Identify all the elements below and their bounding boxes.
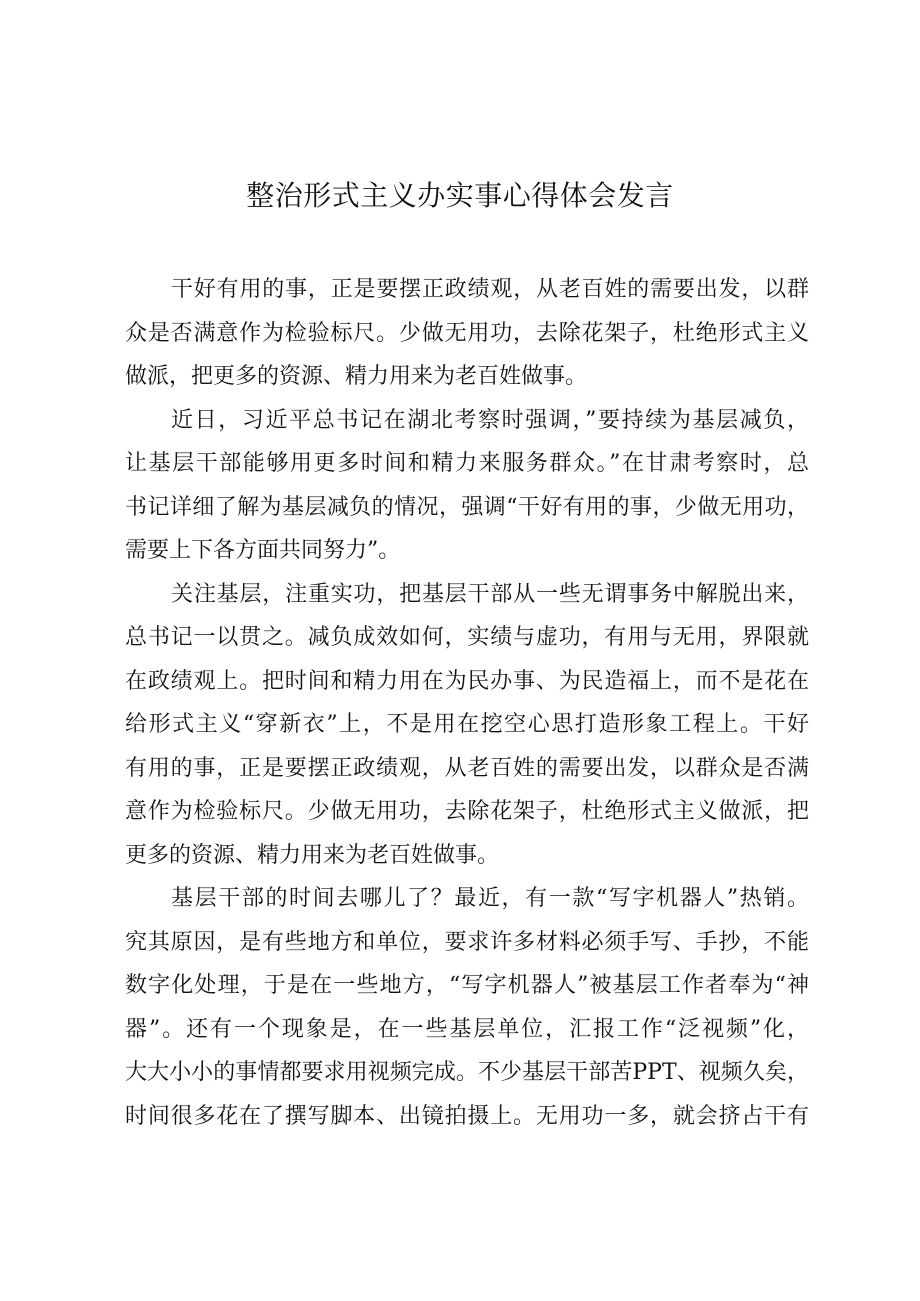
paragraph-line: 给形式主义“穿新衣”上，不是用在挖空心思打造形象工程上。干好 — [125, 712, 809, 737]
paragraph-line: 数字化处理，于是在一些地方，“写字机器人”被基层工作者奉为“神 — [125, 973, 809, 998]
paragraph-line: 在政绩观上。把时间和精力用在为民办事、为民造福上，而不是花在 — [125, 668, 809, 694]
paragraph-3 — [125, 573, 809, 878]
paragraph-line: 究其原因，是有些地方和单位，要求许多材料必须手写、手抄，不能 — [125, 929, 809, 955]
paragraph-line: 总书记一以贯之。减负成效如何，实绩与虚功，有用与无用，界限就 — [125, 625, 809, 650]
paragraph-line: 基层干部的时间去哪儿了？最近，有一款“写字机器人”热销。 — [171, 886, 809, 911]
paragraph-line: 需要上下各方面共同努力”。 — [125, 538, 401, 563]
paragraph-line: 器”。还有一个现象是，在一些基层单位，汇报工作“泛视频”化， — [125, 1016, 809, 1042]
document-body — [125, 268, 809, 1138]
document-title: 整治形式主义办实事心得体会发言 — [246, 179, 674, 212]
paragraph-line: 书记详细了解为基层减负的情况，强调“干好有用的事，少做无用功， — [125, 494, 809, 520]
paragraph-4 — [125, 877, 809, 1138]
paragraph-line: 大大小小的事情都要求用视频完成。不少基层干部苦PPT、视频久矣， — [125, 1060, 809, 1085]
paragraph-line: 关注基层，注重实功，把基层干部从一些无谓事务中解脱出来， — [171, 581, 809, 607]
paragraph-line: 更多的资源、精力用来为老百姓做事。 — [125, 842, 500, 868]
paragraph-line: 干好有用的事，正是要摆正政绩观，从老百姓的需要出发，以群 — [171, 277, 809, 302]
paragraph-2 — [125, 399, 809, 573]
paragraph-line: 时间很多花在了撰写脚本、出镜拍摄上。无用功一多，就会挤占干有 — [125, 1103, 809, 1129]
paragraph-line: 让基层干部能够用更多时间和精力来服务群众。”在甘肃考察时，总 — [125, 451, 809, 476]
paragraph-line: 有用的事，正是要摆正政绩观，从老百姓的需要出发，以群众是否满 — [125, 755, 809, 781]
paragraph-line: 意作为检验标尺。少做无用功，去除花架子，杜绝形式主义做派，把 — [125, 799, 809, 824]
paragraph-line: 众是否满意作为检验标尺。少做无用功，去除花架子，杜绝形式主义 — [125, 320, 809, 346]
paragraph-line: 做派，把更多的资源、精力用来为老百姓做事。 — [125, 364, 588, 389]
paragraph-line: 近日，习近平总书记在湖北考察时强调，”要持续为基层减负， — [171, 407, 809, 433]
paragraph-1 — [125, 268, 809, 399]
